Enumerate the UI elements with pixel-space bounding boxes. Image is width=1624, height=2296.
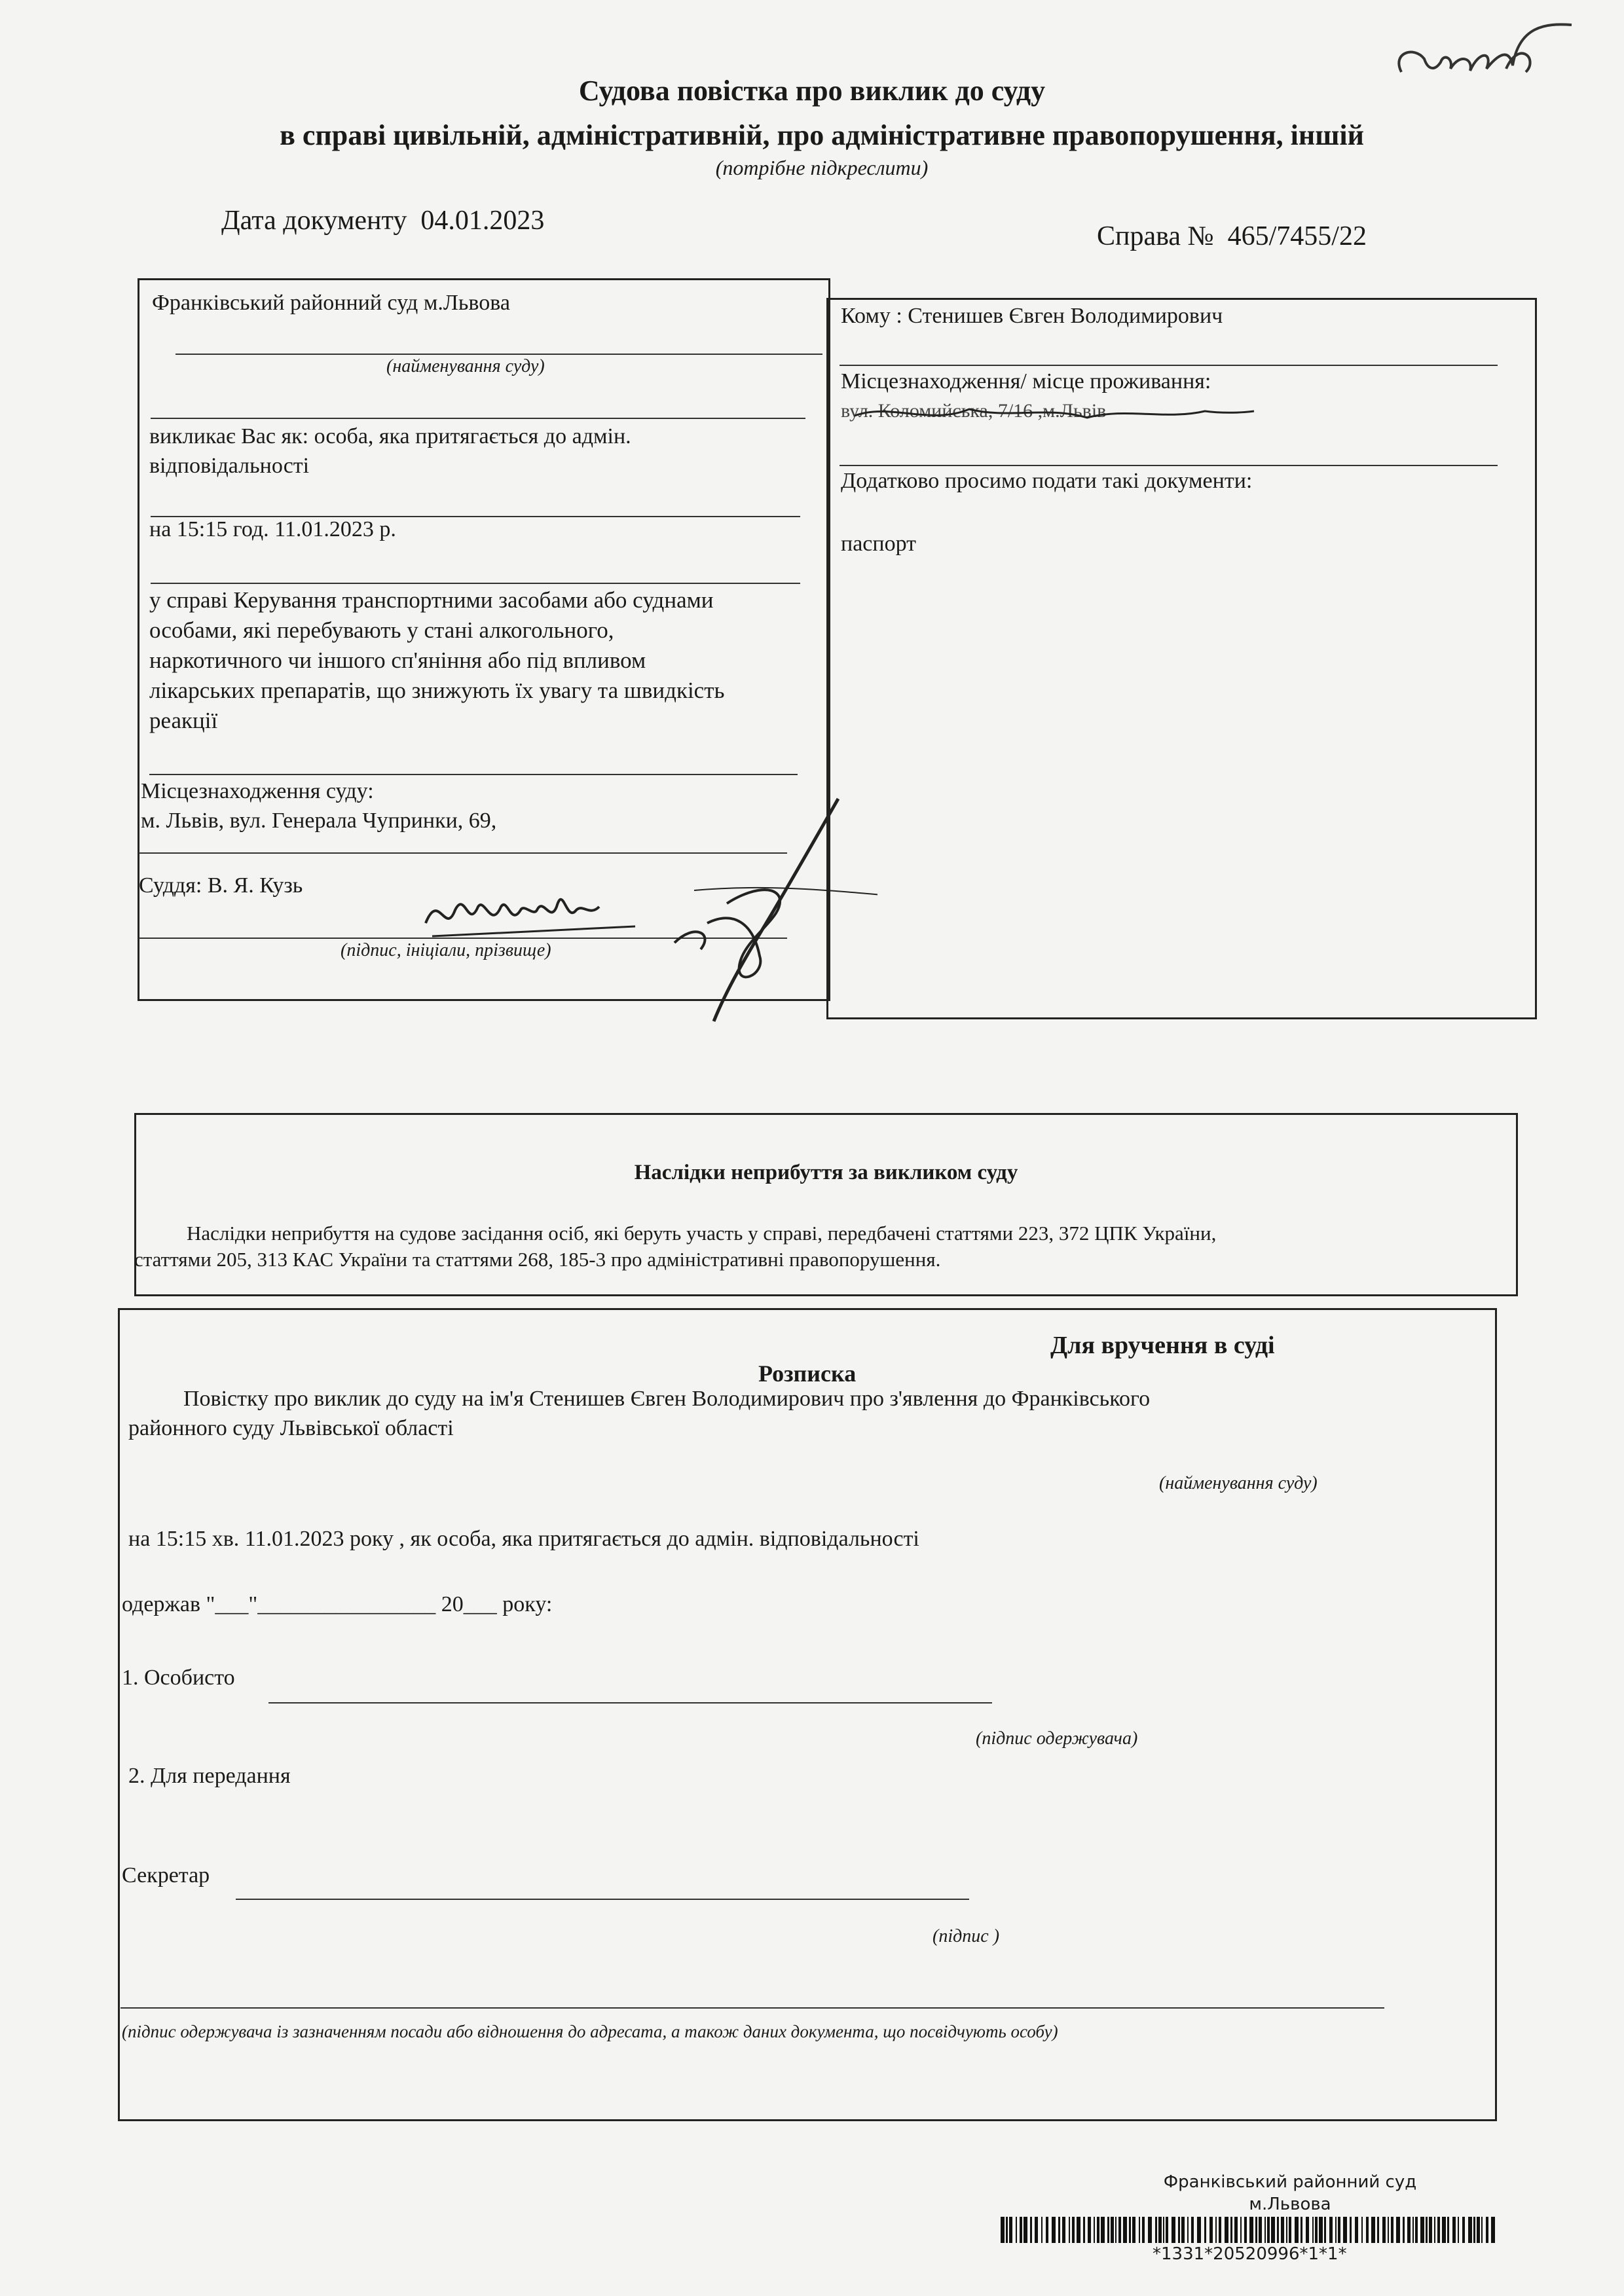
secretary-signature-line — [236, 1899, 969, 1900]
judge-name: Суддя: В. Я. Кузь — [139, 873, 303, 898]
consequences-title: Наслідки неприбуття за викликом суду — [634, 1161, 1018, 1184]
barcode-bar — [1447, 2217, 1449, 2243]
barcode-bar — [1396, 2217, 1400, 2243]
barcode-bar — [1403, 2217, 1405, 2243]
barcode-bar — [1429, 2217, 1432, 2243]
receipt-text — [128, 1384, 1150, 1443]
court-name-underline — [175, 354, 822, 355]
barcode-bar — [1225, 2217, 1228, 2243]
barcode-bar — [1377, 2217, 1379, 2243]
barcode-text: *1331*20520996*1*1* — [1153, 2244, 1347, 2264]
barcode-bar — [1187, 2217, 1189, 2243]
recipient-name: Кому : Стенишев Євген Володимирович — [841, 304, 1223, 328]
barcode-bar — [1009, 2217, 1012, 2243]
barcode-bar — [1382, 2217, 1386, 2243]
barcode-bar — [1477, 2217, 1480, 2243]
receipt-for-court: Для вручення в суді — [1050, 1332, 1275, 1359]
barcode-bar — [1024, 2217, 1027, 2243]
barcode-bar — [1062, 2217, 1065, 2243]
barcode-bar — [1219, 2217, 1221, 2243]
barcode-bar — [1197, 2217, 1201, 2243]
barcode-bar — [1491, 2217, 1495, 2243]
barcode-bar — [1166, 2217, 1168, 2243]
barcode-bar — [1350, 2217, 1352, 2243]
barcode-bar — [1420, 2217, 1424, 2243]
barcode-bar — [1452, 2217, 1456, 2243]
court-stamp-line2: м.Львова — [1249, 2195, 1331, 2214]
document-subtitle: в справі цивільній, адміністративній, про адміністративне правопорушення, іншій — [280, 119, 1364, 151]
barcode-bar — [1391, 2217, 1393, 2243]
barcode-bar — [1041, 2217, 1043, 2243]
barcode-bar — [1139, 2217, 1140, 2243]
receipt-transfer: 2. Для передання — [128, 1764, 291, 1788]
barcode-bar — [1020, 2217, 1022, 2243]
case-description-line: реакції — [149, 708, 218, 733]
barcode-bar — [1172, 2217, 1175, 2243]
barcode-bar — [1115, 2217, 1116, 2243]
barcode-bar — [1181, 2217, 1185, 2243]
barcode — [1001, 2217, 1498, 2243]
residence-value: вул. Коломийська, 7/16 ,м.Львів — [841, 400, 1107, 422]
barcode-bar — [1434, 2217, 1435, 2243]
barcode-bar — [1016, 2217, 1017, 2243]
barcode-bar — [1006, 2217, 1008, 2243]
court-location-label: Місцезнаходження суду: — [141, 779, 374, 803]
barcode-bar — [1111, 2217, 1114, 2243]
receipt-line1: Повістку про виклик до суду на ім'я Стенишев Євген Володимирович про з'явлення до Франківського — [183, 1387, 1151, 1411]
barcode-bar — [1486, 2217, 1488, 2243]
court-location-value: м. Львів, вул. Генерала Чупринки, 69, — [141, 809, 497, 833]
secretary-signature-caption: (підпис ) — [932, 1926, 1000, 1946]
barcode-bar — [1097, 2217, 1099, 2243]
barcode-bar — [1462, 2217, 1465, 2243]
barcode-bar — [1204, 2217, 1206, 2243]
case-description-line: особами, які перебувають у стані алкогольного, — [149, 617, 614, 643]
barcode-bar — [1407, 2217, 1411, 2243]
document-date — [221, 204, 544, 237]
barcode-bar — [1371, 2217, 1375, 2243]
barcode-bar — [1366, 2217, 1369, 2243]
barcode-bar — [1281, 2217, 1284, 2243]
consequences-line1: Наслідки неприбуття на судове засідання осіб, які беруть участь у справі, передбачені статтями 223, 372 ЦПК України, — [187, 1222, 1217, 1245]
barcode-bar — [1035, 2217, 1038, 2243]
barcode-bar — [1343, 2217, 1347, 2243]
barcode-bar — [1468, 2217, 1472, 2243]
consequences-text — [134, 1220, 1516, 1273]
summons-role-line1: викликає Вас як: особа, яка притягається до адмін. — [149, 424, 631, 448]
barcode-bar — [1155, 2217, 1157, 2243]
date-label: Дата документу — [221, 206, 407, 236]
summons-time: на 15:15 год. 11.01.2023 р. — [149, 517, 396, 541]
receipt-title: Розписка — [758, 1360, 857, 1387]
barcode-bar — [1209, 2217, 1213, 2243]
barcode-bar — [1052, 2217, 1056, 2243]
barcode-bar — [1437, 2217, 1440, 2243]
barcode-bar — [1030, 2217, 1032, 2243]
barcode-bar — [1072, 2217, 1075, 2243]
docs-value: паспорт — [841, 532, 916, 556]
residence-label: Місцезнаходження/ місце проживання: — [841, 369, 1211, 393]
receipt-time: на 15:15 хв. 11.01.2023 року , як особа, яка притягається до адмін. відповідальності — [128, 1527, 919, 1551]
barcode-bar — [1289, 2217, 1291, 2243]
barcode-bar — [1001, 2217, 1005, 2243]
barcode-bar — [1286, 2217, 1287, 2243]
receipt-court-caption: (найменування суду) — [1159, 1473, 1318, 1493]
court-name: Франківський районний суд м.Львова — [152, 291, 510, 315]
barcode-bar — [1142, 2217, 1145, 2243]
court-name-caption: (найменування суду) — [386, 356, 545, 376]
barcode-bar — [1301, 2217, 1302, 2243]
barcode-bar — [1148, 2217, 1152, 2243]
barcode-bar — [1388, 2217, 1389, 2243]
barcode-bar — [1324, 2217, 1326, 2243]
barcode-bar — [1230, 2217, 1232, 2243]
barcode-bar — [1312, 2217, 1314, 2243]
barcode-bar — [1329, 2217, 1333, 2243]
barcode-bar — [1271, 2217, 1275, 2243]
court-location — [141, 776, 496, 835]
receipt-personal: 1. Особисто — [122, 1666, 235, 1690]
residence-strikethrough — [851, 399, 1257, 426]
barcode-bar — [1335, 2217, 1337, 2243]
court-stamp — [1100, 2171, 1480, 2215]
barcode-bar — [1415, 2217, 1418, 2243]
barcode-bar — [1178, 2217, 1180, 2243]
docs-label: Додатково просимо подати такі документи: — [841, 469, 1253, 493]
barcode-bar — [1361, 2217, 1363, 2243]
barcode-bar — [1458, 2217, 1459, 2243]
judge-signature — [419, 877, 642, 949]
case-number — [1097, 220, 1367, 253]
case-value: 465/7455/22 — [1227, 221, 1367, 251]
court-stamp-line1: Франківський районний суд — [1163, 2172, 1417, 2192]
judge-caption: (підпис, ініціали, прізвище) — [341, 940, 551, 960]
official-signature — [668, 792, 877, 1028]
case-description-line: лікарських препаратів, що знижують їх увагу та швидкість — [149, 678, 725, 703]
divider-3 — [151, 583, 800, 584]
barcode-bar — [1058, 2217, 1060, 2243]
barcode-bar — [1355, 2217, 1358, 2243]
barcode-bar — [1158, 2217, 1162, 2243]
receipt-footer-caption: (підпис одержувача із зазначенням посади або відношення до адресата, а також даних документа, що посвідчують особу) — [122, 2022, 1058, 2041]
barcode-bar — [1215, 2217, 1217, 2243]
barcode-bar — [1319, 2217, 1323, 2243]
receipt-secretary: Секретар — [122, 1863, 210, 1887]
barcode-bar — [1132, 2217, 1135, 2243]
barcode-bar — [1267, 2217, 1270, 2243]
barcode-bar — [1295, 2217, 1299, 2243]
barcode-bar — [1077, 2217, 1080, 2243]
barcode-bar — [1315, 2217, 1318, 2243]
document-title: Судова повістка про виклик до суду — [578, 75, 1046, 107]
barcode-bar — [1234, 2217, 1238, 2243]
recipient-underline — [840, 365, 1498, 366]
barcode-bar — [1264, 2217, 1266, 2243]
barcode-bar — [1255, 2217, 1257, 2243]
case-description-line: наркотичного чи іншого сп'яніння або під впливом — [149, 647, 646, 673]
receipt-received: одержав "___"________________ 20___ року: — [122, 1592, 553, 1616]
barcode-bar — [1069, 2217, 1070, 2243]
case-description-line: у справі Керування транспортними засобами або суднами — [149, 587, 714, 613]
barcode-bar — [1412, 2217, 1414, 2243]
barcode-bar — [1123, 2217, 1127, 2243]
barcode-bar — [1481, 2217, 1483, 2243]
barcode-bar — [1088, 2217, 1091, 2243]
barcode-bar — [1046, 2217, 1048, 2243]
barcode-bar — [1306, 2217, 1309, 2243]
barcode-bar — [1163, 2217, 1164, 2243]
barcode-bar — [1473, 2217, 1475, 2243]
summons-role-line2: відповідальності — [149, 454, 310, 478]
summons-role — [149, 422, 631, 481]
barcode-bar — [1191, 2217, 1194, 2243]
footer-signature-line — [120, 2007, 1384, 2009]
barcode-bar — [1094, 2217, 1095, 2243]
case-label: Справа № — [1097, 221, 1214, 251]
barcode-bar — [1118, 2217, 1121, 2243]
divider-4 — [149, 774, 798, 775]
barcode-bar — [1107, 2217, 1109, 2243]
barcode-bar — [1083, 2217, 1085, 2243]
date-value: 04.01.2023 — [420, 206, 545, 236]
barcode-bar — [1277, 2217, 1279, 2243]
consequences-line2: статтями 205, 313 КАС України та статтями 268, 185-3 про адміністративні правопорушення. — [134, 1248, 941, 1271]
barcode-bar — [1101, 2217, 1105, 2243]
barcode-bar — [1249, 2217, 1253, 2243]
barcode-bar — [1442, 2217, 1446, 2243]
document-note: (потрібне підкреслити) — [715, 156, 929, 179]
barcode-bar — [1240, 2217, 1242, 2243]
personal-signature-line — [268, 1702, 992, 1704]
case-description — [149, 585, 724, 736]
barcode-bar — [1426, 2217, 1428, 2243]
barcode-bar — [1259, 2217, 1262, 2243]
barcode-bar — [1129, 2217, 1131, 2243]
barcode-bar — [1338, 2217, 1340, 2243]
divider-1 — [151, 418, 805, 419]
receipt-line2: районного суду Львівської області — [128, 1416, 454, 1440]
barcode-bar — [1244, 2217, 1247, 2243]
recipient-signature-caption: (підпис одержувача) — [976, 1728, 1138, 1749]
